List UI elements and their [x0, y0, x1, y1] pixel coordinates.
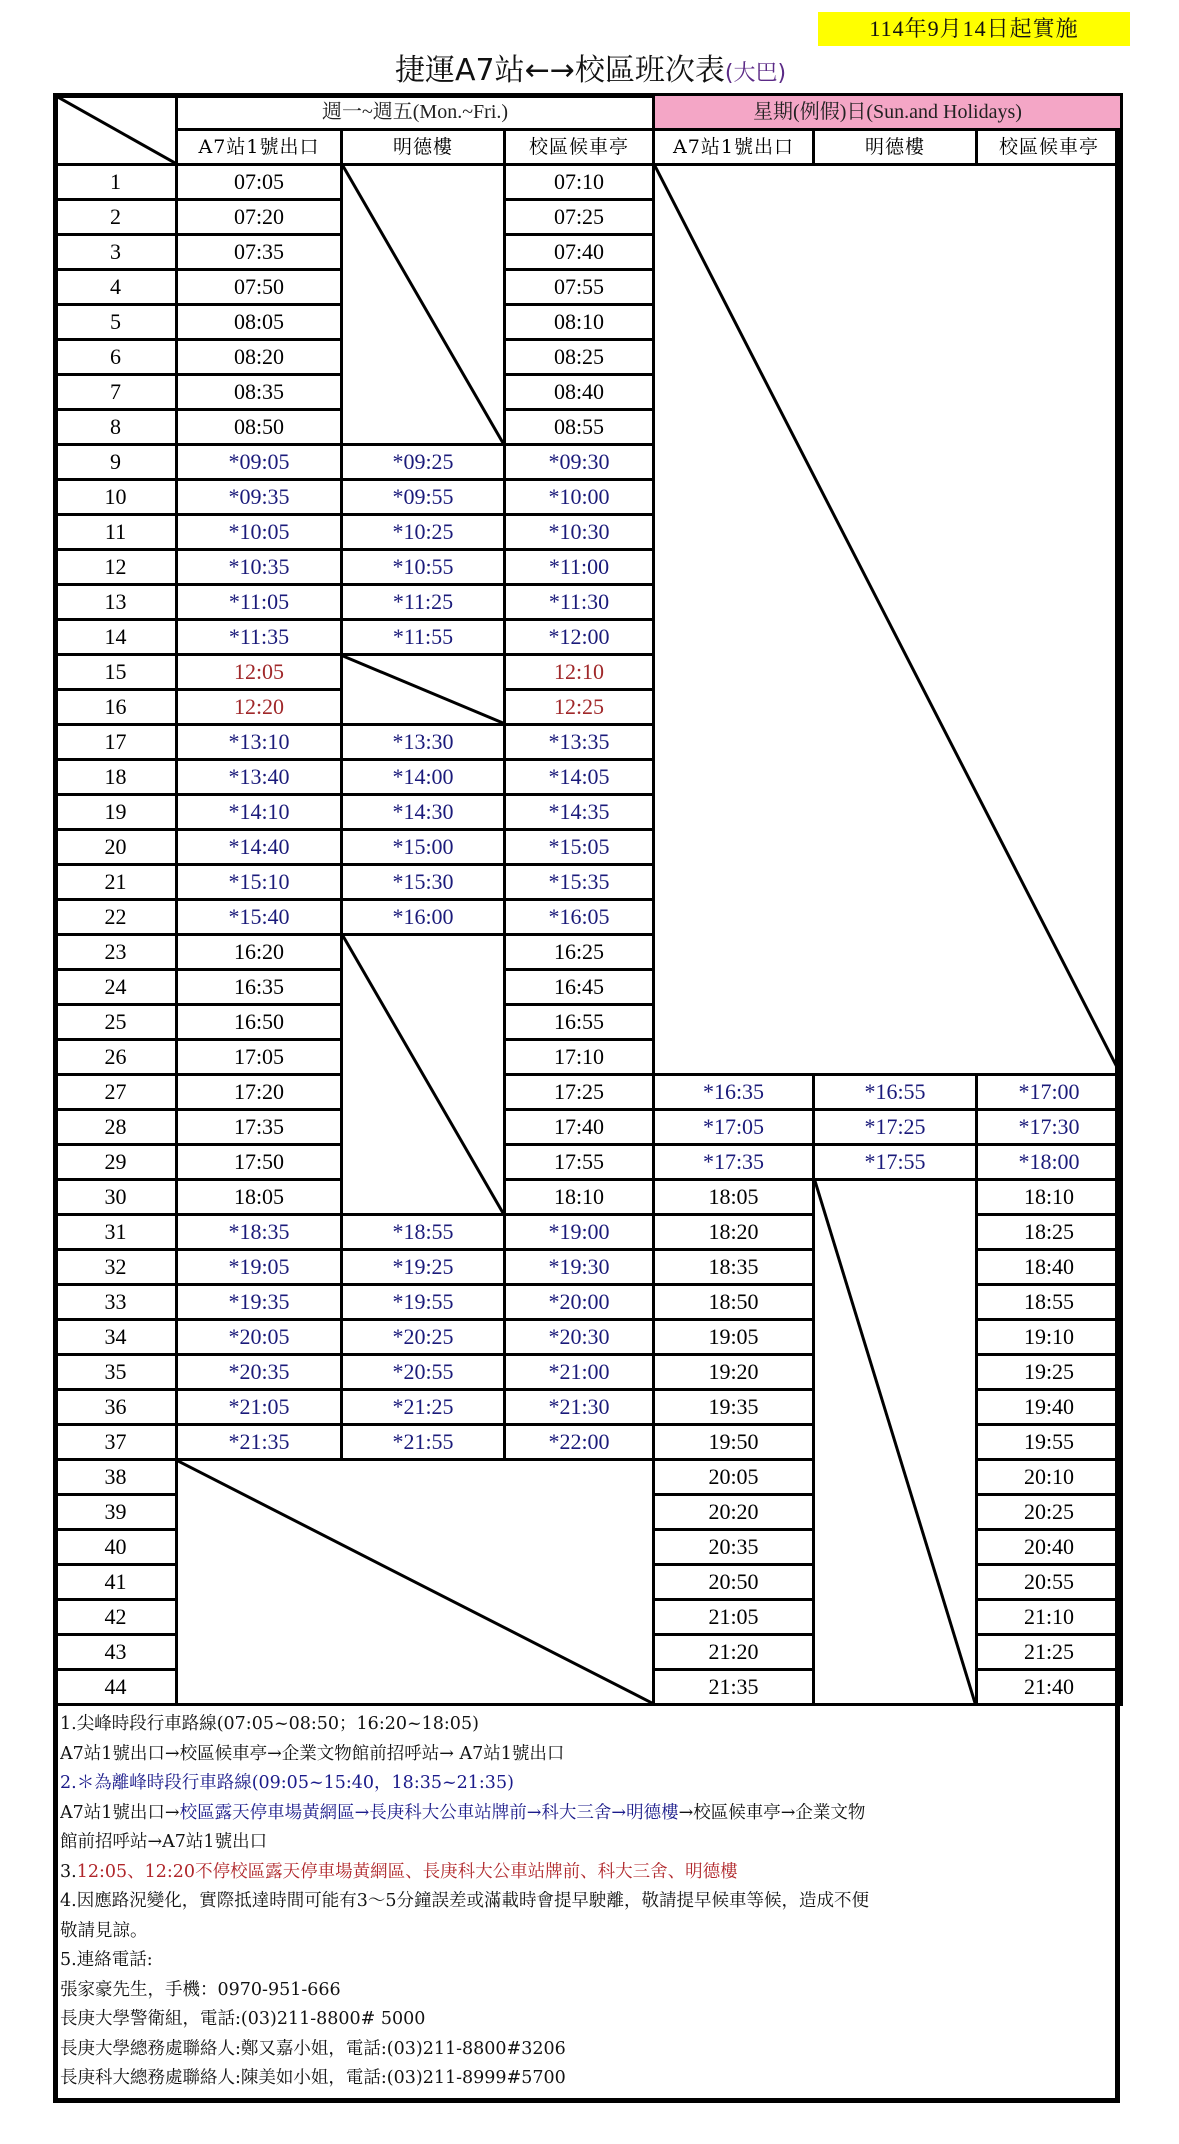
- weekday-time-cell: *14:35: [505, 795, 654, 830]
- weekday-time-cell: 08:20: [177, 340, 342, 375]
- contact-1: 張家豪先生，手機：0970-951-666: [60, 1979, 341, 2000]
- corner-diagonal-icon: [56, 96, 175, 163]
- weekday-time-cell: 07:10: [505, 165, 654, 200]
- corner-cell: [55, 95, 177, 165]
- holiday-time-cell: *17:05: [654, 1110, 814, 1145]
- contact-4: 長庚科大總務處聯絡人:陳美如小姐，電話:(03)211-8999#5700: [60, 2068, 566, 2088]
- weekday-time-cell: *09:30: [505, 445, 654, 480]
- weekday-time-cell: *20:35: [177, 1355, 342, 1390]
- weekday-time-cell: 08:05: [177, 305, 342, 340]
- row-number: 28: [55, 1110, 177, 1145]
- holiday-time-cell: *17:55: [814, 1145, 977, 1180]
- no-service-diagonal-icon: [178, 1461, 652, 1703]
- no-service-diagonal-icon: [655, 166, 1120, 1073]
- row-number: 34: [55, 1320, 177, 1355]
- note-3: [60, 1858, 1115, 1888]
- weekday-time-cell: 17:50: [177, 1145, 342, 1180]
- holiday-time-cell: 20:25: [977, 1495, 1122, 1530]
- weekday-time-cell: *15:35: [505, 865, 654, 900]
- weekday-time-cell: *19:00: [505, 1215, 654, 1250]
- holiday-time-cell: 21:05: [654, 1600, 814, 1635]
- col-header-weekday-a7: A7站1號出口: [177, 130, 342, 165]
- weekday-time-cell: *19:25: [342, 1250, 505, 1285]
- weekday-time-cell: 16:25: [505, 935, 654, 970]
- weekday-time-cell: *16:00: [342, 900, 505, 935]
- holiday-time-cell: 20:05: [654, 1460, 814, 1495]
- note-4-cont: 敬請見諒。: [60, 1920, 148, 1941]
- note-1-route: A7站1號出口→校區候車亭→企業文物館前招呼站→ A7站1號出口: [60, 1743, 565, 1764]
- holiday-time-cell: 18:25: [977, 1215, 1122, 1250]
- weekday-time-cell: *11:05: [177, 585, 342, 620]
- row-number: 9: [55, 445, 177, 480]
- title-main: 捷運A7站←→校區班次表: [395, 53, 725, 88]
- weekday-time-cell: *20:25: [342, 1320, 505, 1355]
- holiday-time-cell: 19:40: [977, 1390, 1122, 1425]
- holiday-time-cell: 21:25: [977, 1635, 1122, 1670]
- row-number: 35: [55, 1355, 177, 1390]
- row-number: 21: [55, 865, 177, 900]
- weekday-time-cell: *13:40: [177, 760, 342, 795]
- weekday-time-cell: *19:05: [177, 1250, 342, 1285]
- row-number: 1: [55, 165, 177, 200]
- weekday-time-cell: 12:05: [177, 655, 342, 690]
- no-service-cell: [342, 935, 505, 1215]
- row-number: 8: [55, 410, 177, 445]
- weekday-time-cell: *15:00: [342, 830, 505, 865]
- row-number: 40: [55, 1530, 177, 1565]
- weekday-time-cell: *14:00: [342, 760, 505, 795]
- weekday-time-cell: *19:35: [177, 1285, 342, 1320]
- row-number: 6: [55, 340, 177, 375]
- weekday-time-cell: 07:50: [177, 270, 342, 305]
- row-number: 7: [55, 375, 177, 410]
- weekday-time-cell: 08:35: [177, 375, 342, 410]
- row-number: 29: [55, 1145, 177, 1180]
- notes-section: [60, 1710, 1115, 2094]
- weekday-time-cell: 07:40: [505, 235, 654, 270]
- weekday-time-cell: *13:30: [342, 725, 505, 760]
- title-sub: (大巴): [724, 61, 787, 86]
- weekday-time-cell: *09:55: [342, 480, 505, 515]
- no-service-cell: [814, 1180, 977, 1705]
- row-number: 33: [55, 1285, 177, 1320]
- weekday-time-cell: *21:55: [342, 1425, 505, 1460]
- holiday-time-cell: 18:20: [654, 1215, 814, 1250]
- weekday-time-cell: *21:00: [505, 1355, 654, 1390]
- row-number: 39: [55, 1495, 177, 1530]
- holiday-time-cell: 19:20: [654, 1355, 814, 1390]
- weekday-time-cell: *19:30: [505, 1250, 654, 1285]
- weekday-time-cell: *18:35: [177, 1215, 342, 1250]
- weekday-time-cell: *20:55: [342, 1355, 505, 1390]
- row-number: 17: [55, 725, 177, 760]
- holiday-time-cell: *17:35: [654, 1145, 814, 1180]
- weekday-time-cell: 08:55: [505, 410, 654, 445]
- no-service-cell: [342, 165, 505, 445]
- row-number: 22: [55, 900, 177, 935]
- weekday-time-cell: *11:00: [505, 550, 654, 585]
- holiday-time-cell: *18:00: [977, 1145, 1122, 1180]
- holiday-time-cell: 19:55: [977, 1425, 1122, 1460]
- weekday-time-cell: 07:35: [177, 235, 342, 270]
- weekday-time-cell: 12:20: [177, 690, 342, 725]
- weekday-time-cell: *11:55: [342, 620, 505, 655]
- weekday-time-cell: 17:10: [505, 1040, 654, 1075]
- no-service-cell: [654, 165, 1122, 1075]
- table-row: [55, 1075, 1122, 1110]
- weekday-time-cell: 07:20: [177, 200, 342, 235]
- weekday-time-cell: *10:00: [505, 480, 654, 515]
- holiday-time-cell: 19:50: [654, 1425, 814, 1460]
- holiday-time-cell: *17:00: [977, 1075, 1122, 1110]
- effective-date-badge: 114年9月14日起實施: [818, 12, 1130, 46]
- weekday-time-cell: *22:00: [505, 1425, 654, 1460]
- row-number: 27: [55, 1075, 177, 1110]
- holiday-time-cell: 19:25: [977, 1355, 1122, 1390]
- row-number: 18: [55, 760, 177, 795]
- table-row: [55, 165, 1122, 200]
- row-number: 4: [55, 270, 177, 305]
- holiday-time-cell: 21:10: [977, 1600, 1122, 1635]
- holiday-time-cell: 21:20: [654, 1635, 814, 1670]
- weekday-time-cell: *20:00: [505, 1285, 654, 1320]
- weekday-time-cell: *15:40: [177, 900, 342, 935]
- holiday-time-cell: 21:40: [977, 1670, 1122, 1705]
- weekday-time-cell: *14:30: [342, 795, 505, 830]
- col-header-holiday-mingde: 明德樓: [814, 130, 977, 165]
- weekday-time-cell: 17:55: [505, 1145, 654, 1180]
- row-number: 37: [55, 1425, 177, 1460]
- row-number: 23: [55, 935, 177, 970]
- weekday-time-cell: *18:55: [342, 1215, 505, 1250]
- row-number: 2: [55, 200, 177, 235]
- holiday-time-cell: 20:20: [654, 1495, 814, 1530]
- note-2-route-start: A7站1號出口→: [60, 1802, 180, 1823]
- no-service-diagonal-icon: [343, 936, 503, 1213]
- no-service-diagonal-icon: [343, 166, 503, 443]
- weekday-time-cell: 07:05: [177, 165, 342, 200]
- row-number: 44: [55, 1670, 177, 1705]
- holiday-time-cell: 19:10: [977, 1320, 1122, 1355]
- row-number: 10: [55, 480, 177, 515]
- holiday-time-cell: 20:10: [977, 1460, 1122, 1495]
- holiday-time-cell: 18:40: [977, 1250, 1122, 1285]
- weekday-time-cell: 17:25: [505, 1075, 654, 1110]
- note-5-title: 5.連絡電話:: [60, 1950, 153, 1970]
- holiday-time-cell: 20:40: [977, 1530, 1122, 1565]
- weekday-time-cell: *13:10: [177, 725, 342, 760]
- holiday-time-cell: *16:35: [654, 1075, 814, 1110]
- weekday-time-cell: 08:25: [505, 340, 654, 375]
- weekday-time-cell: 07:55: [505, 270, 654, 305]
- weekday-time-cell: 17:35: [177, 1110, 342, 1145]
- weekday-time-cell: *10:25: [342, 515, 505, 550]
- row-number: 36: [55, 1390, 177, 1425]
- holiday-time-cell: 18:55: [977, 1285, 1122, 1320]
- page-title: [395, 48, 786, 94]
- col-header-holiday-campus: 校區候車亭: [977, 130, 1122, 165]
- note-4: 4.因應路況變化，實際抵達時間可能有3～5分鐘誤差或滿載時會提早駛離，敬請提早候車等候，造成不便: [60, 1891, 869, 1911]
- weekday-time-cell: *19:55: [342, 1285, 505, 1320]
- row-number: 11: [55, 515, 177, 550]
- col-header-weekday-campus: 校區候車亭: [505, 130, 654, 165]
- weekday-time-cell: *21:05: [177, 1390, 342, 1425]
- note-2-title: 2.＊為離峰時段行車路線(09:05~15:40，18:35~21:35): [60, 1773, 514, 1793]
- weekday-time-cell: *20:30: [505, 1320, 654, 1355]
- weekday-time-cell: 08:40: [505, 375, 654, 410]
- weekday-time-cell: *10:35: [177, 550, 342, 585]
- weekday-time-cell: 17:40: [505, 1110, 654, 1145]
- note-1-title: 1.尖峰時段行車路線(07:05~08:50；16:20~18:05): [60, 1714, 479, 1734]
- weekday-time-cell: *14:40: [177, 830, 342, 865]
- weekday-time-cell: 16:45: [505, 970, 654, 1005]
- weekday-time-cell: *09:25: [342, 445, 505, 480]
- row-number: 43: [55, 1635, 177, 1670]
- row-number: 38: [55, 1460, 177, 1495]
- weekday-time-cell: 18:10: [505, 1180, 654, 1215]
- holiday-time-cell: 20:35: [654, 1530, 814, 1565]
- holiday-time-cell: 18:50: [654, 1285, 814, 1320]
- weekday-time-cell: *20:05: [177, 1320, 342, 1355]
- no-service-cell: [342, 655, 505, 725]
- row-number: 13: [55, 585, 177, 620]
- weekday-time-cell: *11:35: [177, 620, 342, 655]
- row-number: 12: [55, 550, 177, 585]
- holiday-time-cell: *17:30: [977, 1110, 1122, 1145]
- note-2-route-end: →校區候車亭→企業文物: [678, 1802, 866, 1823]
- row-number: 16: [55, 690, 177, 725]
- weekday-time-cell: 18:05: [177, 1180, 342, 1215]
- holiday-time-cell: 20:50: [654, 1565, 814, 1600]
- weekday-time-cell: *16:05: [505, 900, 654, 935]
- row-number: 26: [55, 1040, 177, 1075]
- holiday-time-cell: *16:55: [814, 1075, 977, 1110]
- holiday-time-cell: 21:35: [654, 1670, 814, 1705]
- header-group-row: [55, 95, 1122, 130]
- weekday-time-cell: 07:25: [505, 200, 654, 235]
- weekday-time-cell: *21:30: [505, 1390, 654, 1425]
- weekday-time-cell: *14:10: [177, 795, 342, 830]
- weekday-time-cell: 12:10: [505, 655, 654, 690]
- contact-2: 長庚大學警衛組，電話:(03)211-8800# 5000: [60, 2009, 426, 2029]
- weekday-time-cell: *10:30: [505, 515, 654, 550]
- weekday-time-cell: *11:25: [342, 585, 505, 620]
- weekday-time-cell: *21:35: [177, 1425, 342, 1460]
- weekday-time-cell: 12:25: [505, 690, 654, 725]
- weekday-time-cell: 16:55: [505, 1005, 654, 1040]
- no-service-diagonal-icon: [343, 656, 503, 723]
- weekday-group-header: 週一~週五(Mon.~Fri.): [177, 95, 654, 130]
- contact-3: 長庚大學總務處聯絡人:鄭又嘉小姐，電話:(03)211-8800#3206: [60, 2038, 566, 2059]
- holiday-time-cell: 19:35: [654, 1390, 814, 1425]
- table-row: [55, 1110, 1122, 1145]
- weekday-time-cell: *15:30: [342, 865, 505, 900]
- col-header-weekday-mingde: 明德樓: [342, 130, 505, 165]
- weekday-time-cell: 08:50: [177, 410, 342, 445]
- row-number: 19: [55, 795, 177, 830]
- weekday-time-cell: 16:20: [177, 935, 342, 970]
- holiday-time-cell: 18:05: [654, 1180, 814, 1215]
- row-number: 25: [55, 1005, 177, 1040]
- row-number: 32: [55, 1250, 177, 1285]
- holiday-time-cell: 18:10: [977, 1180, 1122, 1215]
- note-3-text: 12:05、12:20不停校區露天停車場黃網區、長庚科大公車站牌前、科大三舍、明德樓: [76, 1861, 738, 1882]
- no-service-diagonal-icon: [815, 1181, 975, 1703]
- table-row: [55, 1145, 1122, 1180]
- weekday-time-cell: *13:35: [505, 725, 654, 760]
- holiday-time-cell: 20:55: [977, 1565, 1122, 1600]
- weekday-time-cell: *09:05: [177, 445, 342, 480]
- row-number: 20: [55, 830, 177, 865]
- no-service-cell: [177, 1460, 654, 1705]
- weekday-time-cell: *14:05: [505, 760, 654, 795]
- weekday-time-cell: 16:50: [177, 1005, 342, 1040]
- col-header-holiday-a7: A7站1號出口: [654, 130, 814, 165]
- weekday-time-cell: *09:35: [177, 480, 342, 515]
- weekday-time-cell: 16:35: [177, 970, 342, 1005]
- holiday-time-cell: *17:25: [814, 1110, 977, 1145]
- row-number: 41: [55, 1565, 177, 1600]
- note-2-route-cont: 館前招呼站→A7站1號出口: [60, 1832, 268, 1852]
- holiday-time-cell: 19:05: [654, 1320, 814, 1355]
- weekday-time-cell: *15:10: [177, 865, 342, 900]
- holiday-group-header: 星期(例假)日(Sun.and Holidays): [654, 95, 1122, 130]
- weekday-time-cell: 17:20: [177, 1075, 342, 1110]
- holiday-time-cell: 18:35: [654, 1250, 814, 1285]
- row-number: 3: [55, 235, 177, 270]
- weekday-time-cell: 17:05: [177, 1040, 342, 1075]
- row-number: 15: [55, 655, 177, 690]
- row-number: 30: [55, 1180, 177, 1215]
- row-number: 24: [55, 970, 177, 1005]
- weekday-time-cell: *10:05: [177, 515, 342, 550]
- row-number: 14: [55, 620, 177, 655]
- row-number: 5: [55, 305, 177, 340]
- weekday-time-cell: 08:10: [505, 305, 654, 340]
- column-header-row: [55, 130, 1122, 165]
- weekday-time-cell: *11:30: [505, 585, 654, 620]
- weekday-time-cell: *12:00: [505, 620, 654, 655]
- weekday-time-cell: *15:05: [505, 830, 654, 865]
- weekday-time-cell: *10:55: [342, 550, 505, 585]
- weekday-time-cell: *21:25: [342, 1390, 505, 1425]
- row-number: 42: [55, 1600, 177, 1635]
- timetable: [53, 93, 1123, 1706]
- row-number: 31: [55, 1215, 177, 1250]
- note-3-prefix: 3.: [60, 1861, 77, 1882]
- note-2-route: [60, 1799, 1115, 1829]
- table-row: [55, 1180, 1122, 1215]
- note-2-route-offpeak: 校區露天停車場黃網區→長庚科大公車站牌前→科大三舍→明德樓: [179, 1802, 679, 1823]
